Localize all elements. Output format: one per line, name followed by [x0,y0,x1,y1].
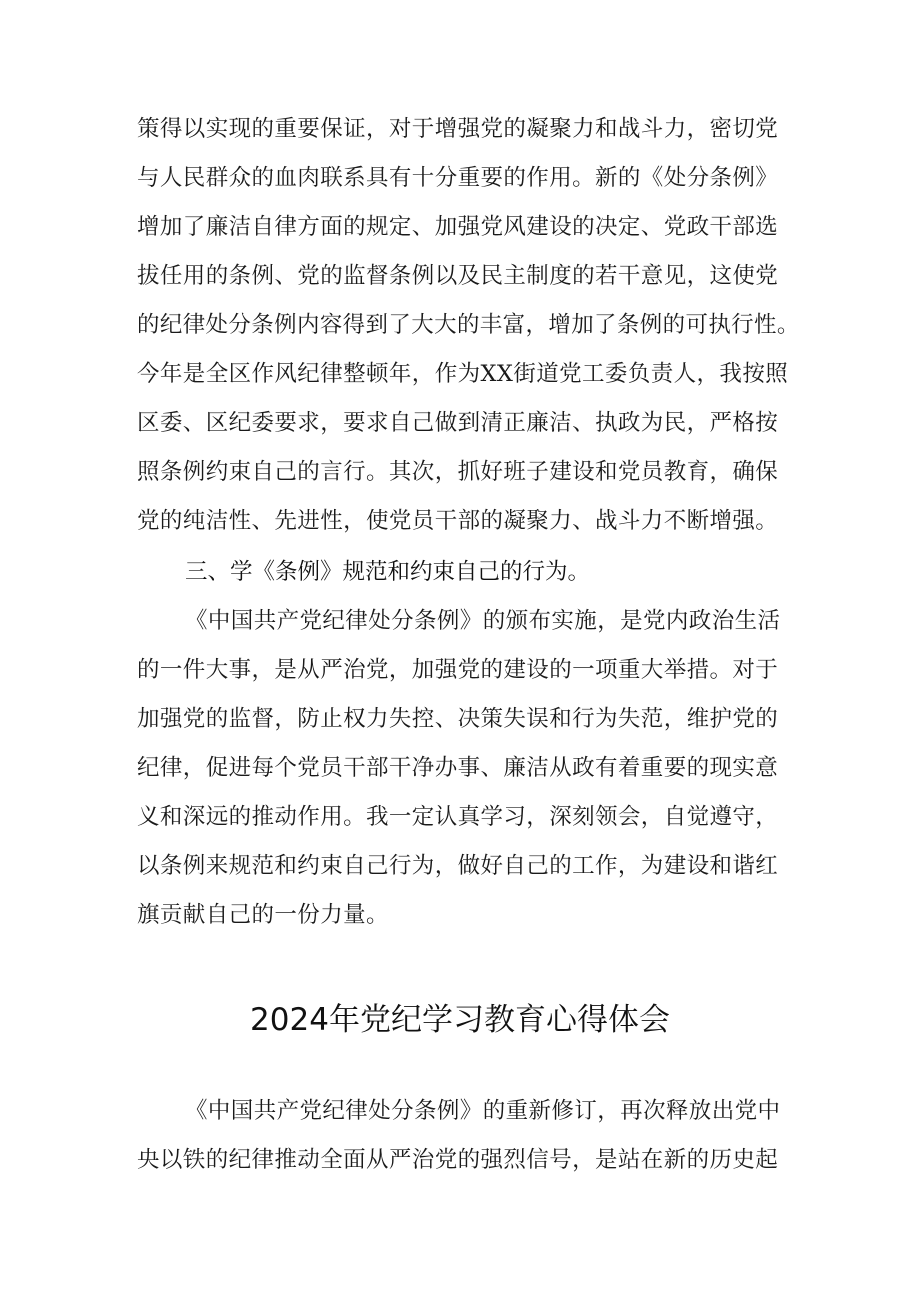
article-title: 2024年党纪学习教育心得体会 [250,1002,670,1038]
text-line: 纪律，促进每个党员干部干净办事、廉洁从政有着重要的现实意 [137,755,779,781]
text-line: 区委、区纪委要求，要求自己做到清正廉洁、执政为民，严格按 [137,410,779,436]
text-line: 《中国共产党纪律处分条例》的重新修订，再次释放出党中 [185,1098,781,1124]
text-line: 党的纯洁性、先进性，使党员干部的凝聚力、战斗力不断增强。 [137,508,779,534]
text-line: 加强党的监督，防止权力失控、决策失误和行为失范，维护党的 [137,706,779,732]
text-line: 策得以实现的重要保证，对于增强党的凝聚力和战斗力，密切党 [137,116,779,142]
text-line: 央以铁的纪律推动全面从严治党的强烈信号，是站在新的历史起 [137,1147,779,1173]
text-line: 增加了廉洁自律方面的规定、加强党风建设的决定、党政干部选 [137,214,779,240]
section-heading: 三、学《条例》规范和约束自己的行为。 [185,559,591,585]
text-line: 《中国共产党纪律处分条例》的颁布实施，是党内政治生活 [185,608,781,634]
text-line: 与人民群众的血肉联系具有十分重要的作用。新的《处分条例》 [137,165,779,191]
text-line: 义和深远的推动作用。我一定认真学习，深刻领会，自觉遵守， [137,804,779,830]
text-line: 的一件大事，是从严治党，加强党的建设的一项重大举措。对于 [137,657,779,683]
text-line: 旗贡献自己的一份力量。 [137,902,389,928]
text-line: 拔任用的条例、党的监督条例以及民主制度的若干意见，这使党 [137,263,779,289]
text-line: 照条例约束自己的言行。其次，抓好班子建设和党员教育，确保 [137,459,779,485]
text-line: 的纪律处分条例内容得到了大大的丰富，增加了条例的可执行性。 [137,312,800,338]
text-line: 以条例来规范和约束自己行为，做好自己的工作，为建设和谐红 [137,853,779,879]
text-line: 今年是全区作风纪律整顿年，作为XX街道党工委负责人，我按照 [137,361,789,387]
